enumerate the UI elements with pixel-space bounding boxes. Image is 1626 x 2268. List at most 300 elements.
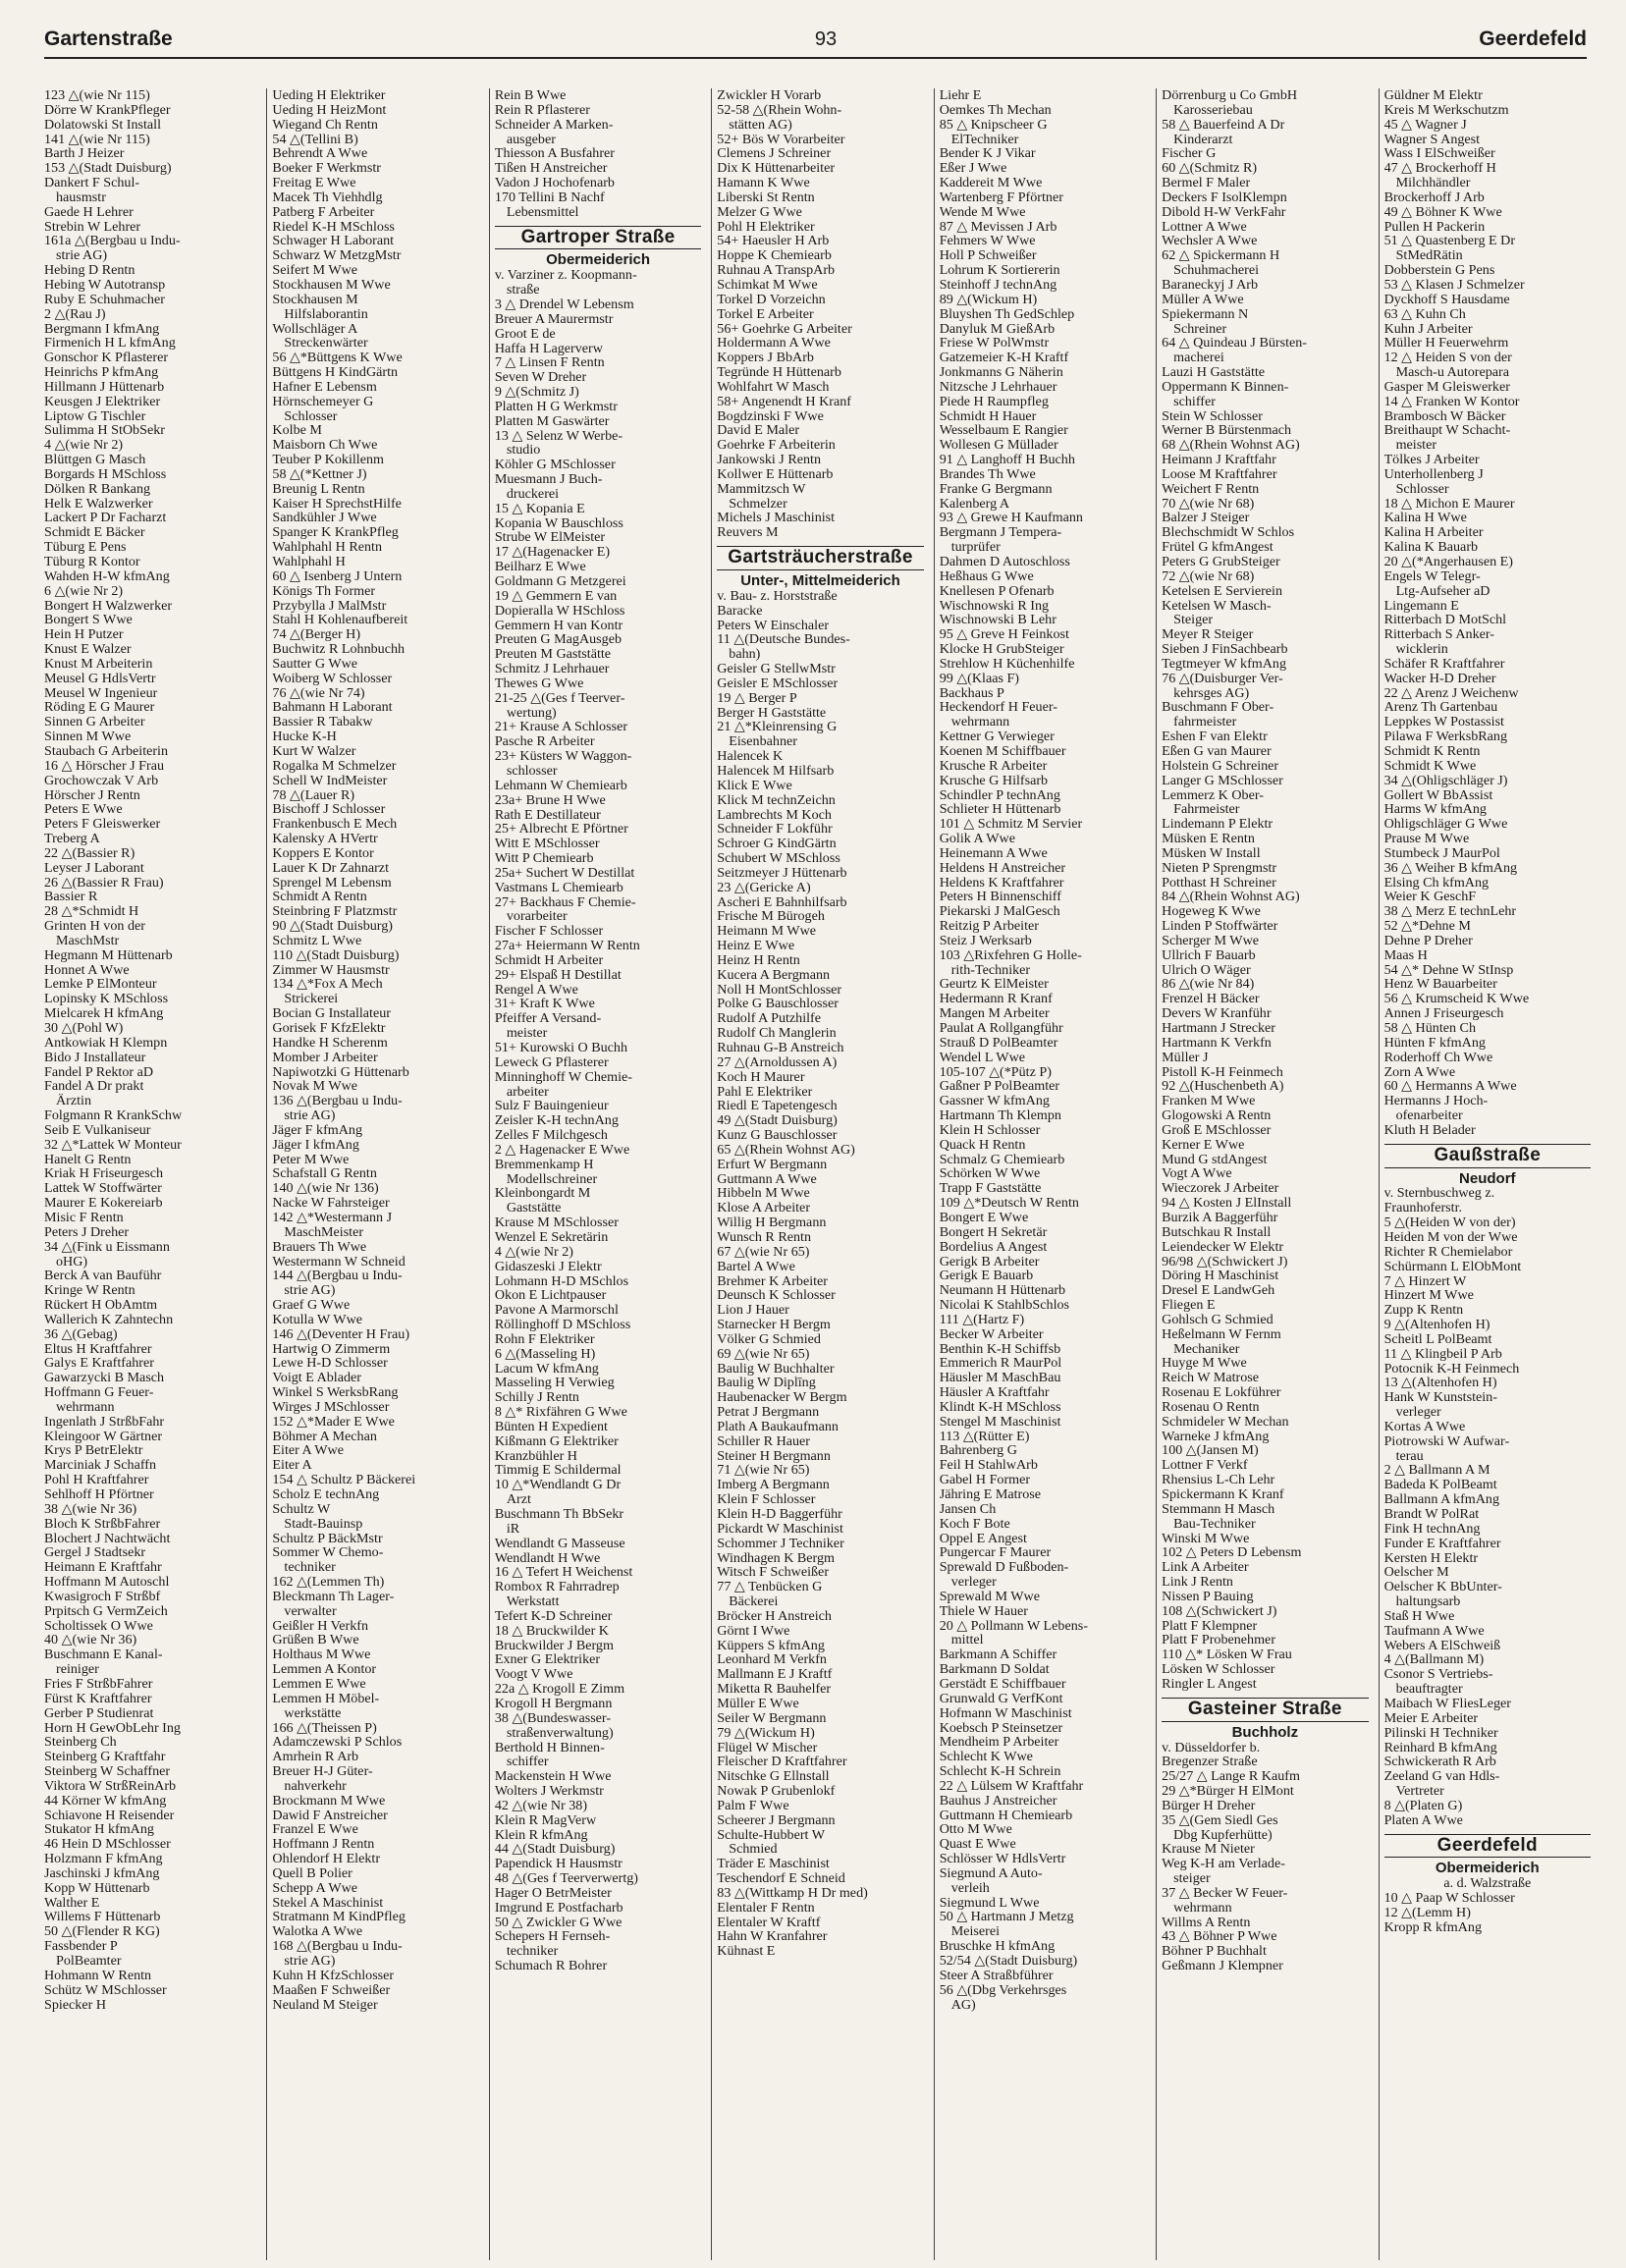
- directory-entry: Ingenlath J StrßbFahr: [44, 1414, 165, 1430]
- directory-entry: 25+ Albrecht E Pförtner: [494, 822, 628, 837]
- directory-entry: Linden P Stoffwärter: [1162, 919, 1278, 934]
- running-head-left: Gartenstraße: [44, 27, 173, 50]
- directory-entry: Lattek W Stoffwärter: [44, 1181, 162, 1197]
- directory-entry: Bongert H Walzwerker: [44, 598, 173, 614]
- directory-entry: Arenz Th Gartenbau: [1383, 700, 1498, 716]
- page-header: [44, 18, 1587, 59]
- directory-entry: 83 △(Wittkamp H Dr med): [717, 1885, 868, 1901]
- directory-entry: Wende M Wwe: [939, 204, 1026, 220]
- directory-entry: Hörnschemeyer G: [272, 394, 374, 409]
- directory-entry: Amrhein R Arb: [272, 1750, 359, 1765]
- directory-entry: Groot E de: [494, 326, 556, 342]
- directory-entry: Heckendorf H Feuer-: [939, 700, 1057, 716]
- directory-entry: Heimann E Kraftfahr: [44, 1560, 162, 1576]
- directory-entry: Sprewald M Wwe: [939, 1589, 1040, 1604]
- directory-entry: Badeda K PolBeamt: [1383, 1478, 1497, 1493]
- directory-entry: Kinderarzt: [1173, 132, 1233, 147]
- directory-entry: Windhagen K Bergm: [717, 1550, 836, 1566]
- directory-entry: Frütel G kfmAngest: [1162, 540, 1274, 555]
- directory-entry: Schmitz J Lehrhauer: [494, 662, 610, 676]
- directory-entry: 123 △(wie Nr 115): [44, 88, 150, 103]
- directory-entry: Mielcarek H kfmAng: [44, 1006, 164, 1021]
- directory-entry: Müller E Wwe: [717, 1696, 799, 1711]
- directory-entry: Fischer F Schlosser: [494, 924, 604, 940]
- directory-entry: Krusche R Arbeiter: [939, 758, 1048, 774]
- directory-entry: Steinberg W Schaffner: [44, 1764, 171, 1779]
- directory-entry: Tefert K-D Schreiner: [494, 1608, 613, 1624]
- directory-entry: Kalina K Bauarb: [1383, 540, 1479, 555]
- directory-entry: Schepers H Fernseh-: [494, 1929, 611, 1945]
- directory-entry: Starnecker H Bergm: [717, 1318, 831, 1332]
- directory-entry: Hibbeln M Wwe: [717, 1186, 810, 1202]
- directory-entry: 136 △(Bergbau u Indu-: [272, 1094, 403, 1109]
- directory-entry: Koppers J BbArb: [717, 351, 814, 366]
- directory-entry: 35 △(Gem Siedl Ges: [1162, 1812, 1278, 1828]
- directory-entry: Klocke H GrubSteiger: [939, 642, 1064, 657]
- directory-entry: Schmidt K Wwe: [1383, 758, 1477, 774]
- directory-entry: 65 △(Rhein Wohnst AG): [717, 1142, 855, 1158]
- directory-entry: 90 △(Stadt Duisburg): [272, 919, 393, 934]
- directory-entry: 2 △(Rau J): [44, 306, 106, 322]
- directory-entry: Schmideler W Mechan: [1162, 1414, 1289, 1430]
- directory-entry: Hünten F kfmAng: [1383, 1035, 1486, 1051]
- directory-entry: 142 △*Westermann J: [272, 1210, 393, 1225]
- directory-entry: Brockerhoff J Arb: [1383, 189, 1485, 205]
- directory-entry: Rein B Wwe: [494, 88, 567, 103]
- directory-entry: 70 △(wie Nr 68): [1162, 496, 1255, 512]
- directory-entry: Eßer J Wwe: [939, 161, 1007, 177]
- directory-entry: 134 △*Fox A Mech: [272, 977, 383, 993]
- directory-entry: Teschendorf E Schneid: [717, 1871, 845, 1886]
- directory-entry: Sprewald D Fußboden-: [939, 1560, 1069, 1576]
- directory-entry: Walotka A Wwe: [272, 1924, 363, 1940]
- directory-entry: Nicolai K StahlbSchlos: [939, 1298, 1070, 1313]
- directory-entry: Zeeland G van Hdls-: [1383, 1769, 1500, 1785]
- directory-entry: Polke G Bauschlosser: [717, 997, 839, 1012]
- directory-entry: Meusel G HdlsVertr: [44, 671, 156, 686]
- directory-entry: Hebing D Rentn: [44, 263, 136, 278]
- directory-entry: Kolbe M: [272, 423, 322, 439]
- directory-entry: Vastmans L Chemiearb: [494, 880, 623, 895]
- directory-entry: Wacker H-D Dreher: [1383, 671, 1496, 686]
- directory-entry: Bassier R Tabakw: [272, 715, 373, 730]
- directory-entry: Wunsch R Rentn: [717, 1229, 812, 1245]
- directory-entry: Eiter A Wwe: [272, 1443, 344, 1459]
- street-name: Gasteiner Straße: [1162, 1698, 1368, 1722]
- directory-entry: Leweck G Pflasterer: [494, 1054, 609, 1070]
- directory-entry: Kalenberg A: [939, 496, 1010, 512]
- directory-entry: 78 △(Lauer R): [272, 787, 355, 803]
- directory-column: [44, 88, 256, 2260]
- directory-entry: Taufmann A Wwe: [1383, 1623, 1485, 1639]
- directory-entry: 89 △(Wickum H): [939, 292, 1038, 307]
- directory-entry: Goldmann G Metzgerei: [494, 574, 626, 589]
- street-heading: [495, 226, 701, 250]
- directory-entry: Kopp W Hüttenarb: [44, 1880, 150, 1896]
- directory-entry: Paulat A Rollgangführ: [939, 1021, 1063, 1036]
- directory-column: [1156, 88, 1368, 2260]
- directory-entry: Görnt I Wwe: [717, 1623, 790, 1639]
- directory-entry: 93 △ Grewe H Kaufmann: [939, 511, 1083, 526]
- directory-entry: 20 △(*Angerhausen E): [1383, 555, 1513, 569]
- directory-entry: Röllinghoff D MSchloss: [494, 1318, 631, 1332]
- street-name: Gartroper Straße: [495, 226, 701, 250]
- directory-entry: 4 △(wie Nr 2): [494, 1244, 573, 1260]
- directory-entry: Webers A ElSchweiß: [1383, 1638, 1501, 1653]
- directory-entry: oHG): [56, 1254, 88, 1269]
- directory-entry: Blüttgen G Masch: [44, 453, 146, 467]
- directory-entry: Sehlhoff H Pförtner: [44, 1487, 154, 1502]
- directory-entry: Platten M Gaswärter: [494, 413, 610, 429]
- directory-entry: steiger: [1173, 1871, 1211, 1886]
- directory-entry: 52 △*Dehne M: [1383, 919, 1471, 934]
- directory-entry: terau: [1395, 1448, 1424, 1464]
- directory-entry: 47 △ Brockerhoff H: [1383, 161, 1496, 177]
- directory-entry: v. Varziner z. Koopmann-: [494, 268, 637, 284]
- street-heading: [717, 546, 923, 570]
- directory-entry: techniker: [506, 1944, 559, 1960]
- directory-entry: 86 △(wie Nr 84): [1162, 977, 1255, 993]
- directory-entry: Bäckerei: [729, 1594, 779, 1609]
- directory-entry: 46 Hein D MSchlosser: [44, 1837, 171, 1853]
- directory-entry: Fleischer D Kraftfahrer: [717, 1755, 847, 1770]
- directory-entry: Quast E Wwe: [939, 1837, 1016, 1853]
- directory-entry: Platt F Klempner: [1162, 1618, 1258, 1634]
- directory-entry: Staß H Wwe: [1383, 1608, 1455, 1624]
- directory-entry: Stemmann H Masch: [1162, 1501, 1275, 1517]
- directory-entry: Ascheri E Bahnhilfsarb: [717, 894, 847, 910]
- directory-entry: Kucera A Bergmann: [717, 967, 831, 983]
- directory-entry: Ohligschläger G Wwe: [1383, 817, 1508, 833]
- directory-entry: Kalina H Arbeiter: [1383, 525, 1484, 541]
- directory-entry: Kleingoor W Gärtner: [44, 1429, 163, 1444]
- directory-entry: Modellschreiner: [506, 1171, 598, 1187]
- directory-entry: Wahlphahl H Rentn: [272, 540, 383, 555]
- directory-entry: Siegmund A Auto-: [939, 1865, 1043, 1881]
- directory-entry: v. Sternbuschweg z.: [1383, 1186, 1495, 1202]
- directory-entry: Voogt V Wwe: [494, 1667, 573, 1683]
- directory-entry: Weier K GeschF: [1383, 890, 1477, 905]
- directory-entry: 30 △(Pohl W): [44, 1021, 124, 1036]
- directory-entry: Schimkat M Wwe: [717, 277, 818, 293]
- directory-entry: Bahrenberg G: [939, 1443, 1017, 1459]
- directory-entry: Melzer G Wwe: [717, 204, 802, 220]
- directory-entry: 7 △ Hinzert W: [1383, 1273, 1467, 1289]
- directory-entry: Kropp R kfmAng: [1383, 1919, 1482, 1935]
- directory-entry: Schroer G KindGärtn: [717, 837, 837, 852]
- directory-entry: Ueding H Elektriker: [272, 88, 386, 103]
- directory-entry: Weg K-H am Verlade-: [1162, 1857, 1285, 1872]
- directory-entry: Rosenau O Rentn: [1162, 1399, 1260, 1415]
- directory-entry: Dix K Hüttenarbeiter: [717, 161, 836, 177]
- directory-entry: Prpitsch G VermZeich: [44, 1603, 168, 1619]
- directory-entry: Ohlendorf H Elektr: [272, 1852, 381, 1866]
- directory-entry: Maaßen F Schweißer: [272, 1982, 391, 1998]
- directory-entry: Honnet A Wwe: [44, 962, 130, 978]
- directory-entry: Franken M Wwe: [1162, 1094, 1256, 1109]
- directory-entry: Meier E Arbeiter: [1383, 1710, 1479, 1726]
- directory-entry: Barth J Heizer: [44, 146, 125, 162]
- directory-entry: Böhmer A Mechan: [272, 1429, 377, 1444]
- directory-entry: Jankowski J Rentn: [717, 453, 821, 467]
- directory-entry: Fahrmeister: [1173, 802, 1240, 818]
- directory-entry: 85 △ Knipscheer G: [939, 117, 1048, 133]
- directory-entry: Keusgen J Elektriker: [44, 394, 161, 409]
- directory-entry: Seitzmeyer J Hüttenarb: [717, 865, 847, 881]
- directory-entry: 60 △(Schmitz R): [1162, 161, 1258, 177]
- directory-entry: Wohlfahrt W Masch: [717, 379, 830, 395]
- directory-entry: 144 △(Bergbau u Indu-: [272, 1269, 403, 1284]
- directory-entry: 15 △ Kopania E: [494, 501, 585, 516]
- directory-entry: Koenen M Schiffbauer: [939, 743, 1066, 759]
- directory-entry: bahn): [729, 647, 761, 663]
- directory-entry: Gerigk E Bauarb: [939, 1269, 1034, 1284]
- directory-entry: Quell B Polier: [272, 1865, 352, 1881]
- directory-entry: Brauers Th Wwe: [272, 1239, 367, 1255]
- directory-entry: Stockhausen M: [272, 292, 358, 307]
- directory-entry: Klindt K-H MSchloss: [939, 1399, 1061, 1415]
- directory-entry: Lewe H-D Schlosser: [272, 1356, 388, 1372]
- directory-entry: 29+ Elspaß H Destillat: [494, 967, 622, 983]
- directory-entry: 146 △(Deventer H Frau): [272, 1326, 410, 1342]
- directory-entry: Nowak P Grubenlokf: [717, 1784, 836, 1799]
- directory-entry: Kuhn H KfzSchlosser: [272, 1968, 395, 1983]
- directory-entry: 108 △(Schwickert J): [1162, 1603, 1277, 1619]
- directory-entry: Adamczewski P Schlos: [272, 1735, 403, 1751]
- directory-entry: Danyluk M GießArb: [939, 321, 1056, 337]
- directory-entry: Gaßner P PolBeamter: [939, 1079, 1060, 1095]
- directory-entry: Buschmann Th BbSekr: [494, 1507, 624, 1522]
- directory-entry: 16 △ Tefert H Weichenst: [494, 1565, 633, 1581]
- directory-entry: Pasche R Arbeiter: [494, 734, 595, 750]
- directory-entry: Bongert S Wwe: [44, 613, 133, 628]
- directory-entry: Lemmen A Kontor: [272, 1662, 377, 1677]
- directory-entry: mittel: [950, 1633, 984, 1648]
- directory-entry: 161a △(Bergbau u Indu-: [44, 234, 181, 249]
- directory-entry: Gasper M Gleiswerker: [1383, 379, 1510, 395]
- directory-entry: Potthast H Schreiner: [1162, 875, 1276, 891]
- directory-entry: Elsing Ch kfmAng: [1383, 875, 1490, 891]
- directory-entry: 101 △ Schmitz M Servier: [939, 817, 1083, 833]
- directory-entry: Werkstatt: [506, 1594, 560, 1609]
- directory-entry: Kerner E Wwe: [1162, 1137, 1245, 1153]
- directory-entry: Bröcker H Anstreich: [717, 1608, 832, 1624]
- directory-entry: Gollert W BbAssist: [1383, 787, 1493, 803]
- directory-entry: Voigt E Ablader: [272, 1371, 361, 1386]
- directory-entry: Leiendecker W Elektr: [1162, 1239, 1284, 1255]
- directory-entry: Barkmann D Soldat: [939, 1662, 1050, 1677]
- directory-entry: Grochowczak V Arb: [44, 773, 159, 788]
- directory-entry: Dresel E LandwGeh: [1162, 1283, 1275, 1299]
- directory-entry: David E Maler: [717, 423, 800, 439]
- directory-entry: MaschMeister: [284, 1224, 364, 1240]
- directory-entry: Ärztin: [56, 1094, 92, 1109]
- directory-entry: 31+ Kraft K Wwe: [494, 997, 595, 1012]
- directory-entry: 21-25 △(Ges f Teerver-: [494, 690, 625, 706]
- directory-entry: Heiden M von der Wwe: [1383, 1229, 1518, 1245]
- directory-entry: Bassier R: [44, 890, 98, 905]
- directory-entry: Hedermann R Kranf: [939, 992, 1053, 1007]
- directory-entry: Döring H Maschinist: [1162, 1269, 1279, 1284]
- directory-entry: Jähring E Matrose: [939, 1487, 1042, 1502]
- directory-entry: wehrmann: [1173, 1900, 1232, 1916]
- directory-entry: Frenzel H Bäcker: [1162, 992, 1260, 1007]
- directory-entry: Gerigk B Arbeiter: [939, 1254, 1040, 1269]
- directory-entry: 29 △*Bürger H ElMont: [1162, 1784, 1294, 1799]
- directory-entry: Schindler P technAng: [939, 787, 1060, 803]
- directory-entry: Rudolf A Putzhilfe: [717, 1011, 821, 1027]
- directory-entry: Devers W Kranführ: [1162, 1006, 1272, 1021]
- directory-entry: kehrsges AG): [1173, 685, 1250, 701]
- directory-entry: 21 △*Kleinrensing G: [717, 720, 838, 735]
- directory-entry: Werner B Bürstenmach: [1162, 423, 1292, 439]
- directory-entry: 76 △(Duisburger Ver-: [1162, 671, 1283, 686]
- directory-entry: Meiserei: [950, 1924, 1001, 1940]
- directory-entry: Schilly J Rentn: [494, 1390, 579, 1406]
- directory-entry: Bau-Techniker: [1173, 1516, 1256, 1532]
- directory-entry: Geurtz K ElMeister: [939, 977, 1049, 993]
- directory-entry: Riedel K-H MSchloss: [272, 219, 395, 235]
- directory-entry: Königs Th Former: [272, 583, 376, 599]
- directory-entry: Fandel A Dr prakt: [44, 1079, 144, 1095]
- directory-entry: Streckenwärter: [284, 336, 368, 351]
- directory-entry: Pohl H Elektriker: [717, 219, 815, 235]
- directory-entry: Müsken E Rentn: [1162, 832, 1255, 846]
- directory-entry: 110 △(Stadt Duisburg): [272, 947, 400, 963]
- directory-entry: Preuten M Gaststätte: [494, 647, 612, 663]
- directory-entry: Beilharz E Wwe: [494, 560, 586, 574]
- directory-entry: Spanger K KrankPfleg: [272, 525, 399, 541]
- directory-entry: Schneider A Marken-: [494, 117, 614, 133]
- directory-entry: Schreiner: [1173, 321, 1227, 337]
- directory-entry: Strickerei: [284, 992, 339, 1007]
- directory-entry: Steinberg Ch: [44, 1735, 117, 1751]
- directory-entry: Halencek M Hilfsarb: [717, 763, 835, 779]
- directory-entry: stätten AG): [729, 117, 792, 133]
- directory-entry: 9 △(Schmitz J): [494, 385, 579, 400]
- directory-entry: Kopania W Bauschloss: [494, 515, 623, 531]
- directory-entry: 12 △(Lemm H): [1383, 1906, 1471, 1920]
- directory-entry: Eisenbahner: [729, 734, 797, 750]
- directory-entry: Bongert H Sekretär: [939, 1224, 1048, 1240]
- directory-entry: Schmalz G Chemiearb: [939, 1152, 1065, 1167]
- directory-entry: Stadt-Bauinsp: [284, 1516, 363, 1532]
- directory-entry: Pahl E Elektriker: [717, 1084, 813, 1100]
- directory-entry: Langer G MSchlosser: [1162, 773, 1283, 788]
- directory-entry: Sommer W Chemo-: [272, 1545, 384, 1561]
- directory-entry: ausgeber: [506, 132, 556, 147]
- directory-entry: meister: [1395, 438, 1437, 454]
- directory-entry: Dehne P Dreher: [1383, 933, 1473, 948]
- directory-entry: Oelscher K BbUnter-: [1383, 1580, 1502, 1595]
- directory-entry: Karosseriebau: [1173, 102, 1253, 118]
- directory-entry: Scherger M Wwe: [1162, 933, 1260, 948]
- directory-entry: Burzik A Baggerführ: [1162, 1210, 1278, 1225]
- directory-entry: 52+ Bös W Vorarbeiter: [717, 132, 845, 147]
- directory-entry: Heimann J Kraftfahr: [1162, 453, 1276, 467]
- directory-entry: Zeisler K-H technAng: [494, 1113, 619, 1129]
- directory-entry: Dibold H-W VerkFahr: [1162, 204, 1286, 220]
- directory-entry: 56 △*Büttgens K Wwe: [272, 351, 403, 366]
- directory-entry: Teuber P Kokillenm: [272, 453, 384, 467]
- directory-entry: Vadon J Hochofenarb: [494, 176, 615, 190]
- directory-entry: 87 △ Mevissen J Arb: [939, 219, 1057, 235]
- directory-column: [266, 88, 478, 2260]
- directory-entry: Frische M Bürogeh: [717, 909, 825, 925]
- directory-entry: Vertreter: [1395, 1784, 1444, 1799]
- directory-entry: Schlecht K Wwe: [939, 1750, 1033, 1765]
- directory-entry: 110 △* Lösken W Frau: [1162, 1647, 1292, 1663]
- directory-entry: Schwager H Laborant: [272, 234, 395, 249]
- directory-entry: reiniger: [56, 1662, 99, 1677]
- directory-entry: 102 △ Peters D Lebensm: [1162, 1545, 1302, 1561]
- directory-entry: Müller H Feuerwehrm: [1383, 336, 1509, 351]
- directory-entry: Wenzel E Sekretärin: [494, 1229, 609, 1245]
- directory-entry: Schubert W MSchloss: [717, 851, 840, 866]
- directory-entry: Bocian G Installateur: [272, 1006, 391, 1021]
- directory-entry: Mangen M Arbeiter: [939, 1006, 1050, 1021]
- directory-entry: Buschmann F Ober-: [1162, 700, 1274, 716]
- directory-entry: Wass I ElSchweißer: [1383, 146, 1495, 162]
- directory-entry: 17 △(Hagenacker E): [494, 545, 611, 561]
- directory-entry: Mallmann E J Kraftf: [717, 1667, 833, 1683]
- directory-entry: Schlecht K-H Schrein: [939, 1764, 1061, 1779]
- directory-entry: Ritterbach D MotSchl: [1383, 613, 1507, 628]
- directory-entry: Siegmund L Wwe: [939, 1895, 1040, 1911]
- directory-entry: Baulig W Diplīng: [717, 1376, 816, 1391]
- directory-entry: Hucke K-H: [272, 729, 337, 744]
- directory-entry: 5 △(Heiden W von der): [1383, 1215, 1516, 1230]
- directory-entry: 22a △ Krogoll E Zimm: [494, 1682, 625, 1697]
- directory-entry: 72 △(wie Nr 68): [1162, 568, 1255, 584]
- directory-entry: Heinz H Rentn: [717, 952, 800, 968]
- directory-entry: 56 △(Dbg Verkehrsges: [939, 1982, 1067, 1998]
- directory-entry: Schiavone H Reisender: [44, 1808, 175, 1823]
- directory-entry: 18 △ Michon E Maurer: [1383, 496, 1515, 512]
- directory-entry: 67 △(wie Nr 65): [717, 1244, 810, 1260]
- directory-entry: Wagner S Angest: [1383, 132, 1481, 147]
- directory-entry: Zelles F Milchgesch: [494, 1128, 608, 1143]
- directory-entry: 48 △(Ges f Teerverwertg): [494, 1871, 639, 1886]
- directory-entry: Exner G Elektriker: [494, 1652, 601, 1668]
- directory-entry: 62 △ Spickermann H: [1162, 248, 1280, 264]
- directory-entry: druckerei: [506, 486, 560, 502]
- directory-entry: 18 △ Bruckwilder K: [494, 1623, 609, 1639]
- directory-entry: Geisler E MSchlosser: [717, 675, 839, 691]
- directory-entry: Noll H MontSchlosser: [717, 982, 842, 998]
- directory-entry: 4 △(wie Nr 2): [44, 438, 124, 454]
- directory-entry: 7 △ Linsen F Rentn: [494, 355, 605, 371]
- directory-entry: Ruby E Schuhmacher: [44, 292, 165, 307]
- directory-entry: strie AG): [56, 248, 108, 264]
- directory-entry: Wendel L Wwe: [939, 1050, 1026, 1065]
- directory-entry: 63 △ Kuhn Ch: [1383, 306, 1466, 322]
- directory-entry: Neumann H Hüttenarb: [939, 1283, 1066, 1299]
- directory-entry: Knust E Walzer: [44, 642, 132, 657]
- directory-entry: Butschkau R Install: [1162, 1224, 1272, 1240]
- directory-entry: Lemmen H Möbel-: [272, 1691, 380, 1706]
- directory-entry: Ballmann A kfmAng: [1383, 1492, 1500, 1507]
- directory-entry: Bischoff J Schlosser: [272, 802, 386, 818]
- directory-entry: Peters E Wwe: [44, 802, 123, 818]
- directory-entry: 37 △ Becker W Feuer-: [1162, 1885, 1288, 1901]
- directory-entry: 71 △(wie Nr 65): [717, 1463, 810, 1479]
- directory-entry: Macek Th Viehhdlg: [272, 189, 383, 205]
- directory-entry: 92 △(Huschenbeth A): [1162, 1079, 1284, 1095]
- directory-entry: 22 △ Arenz J Weichenw: [1383, 685, 1519, 701]
- directory-entry: Willms A Rentn: [1162, 1915, 1251, 1930]
- directory-entry: schlosser: [506, 763, 558, 779]
